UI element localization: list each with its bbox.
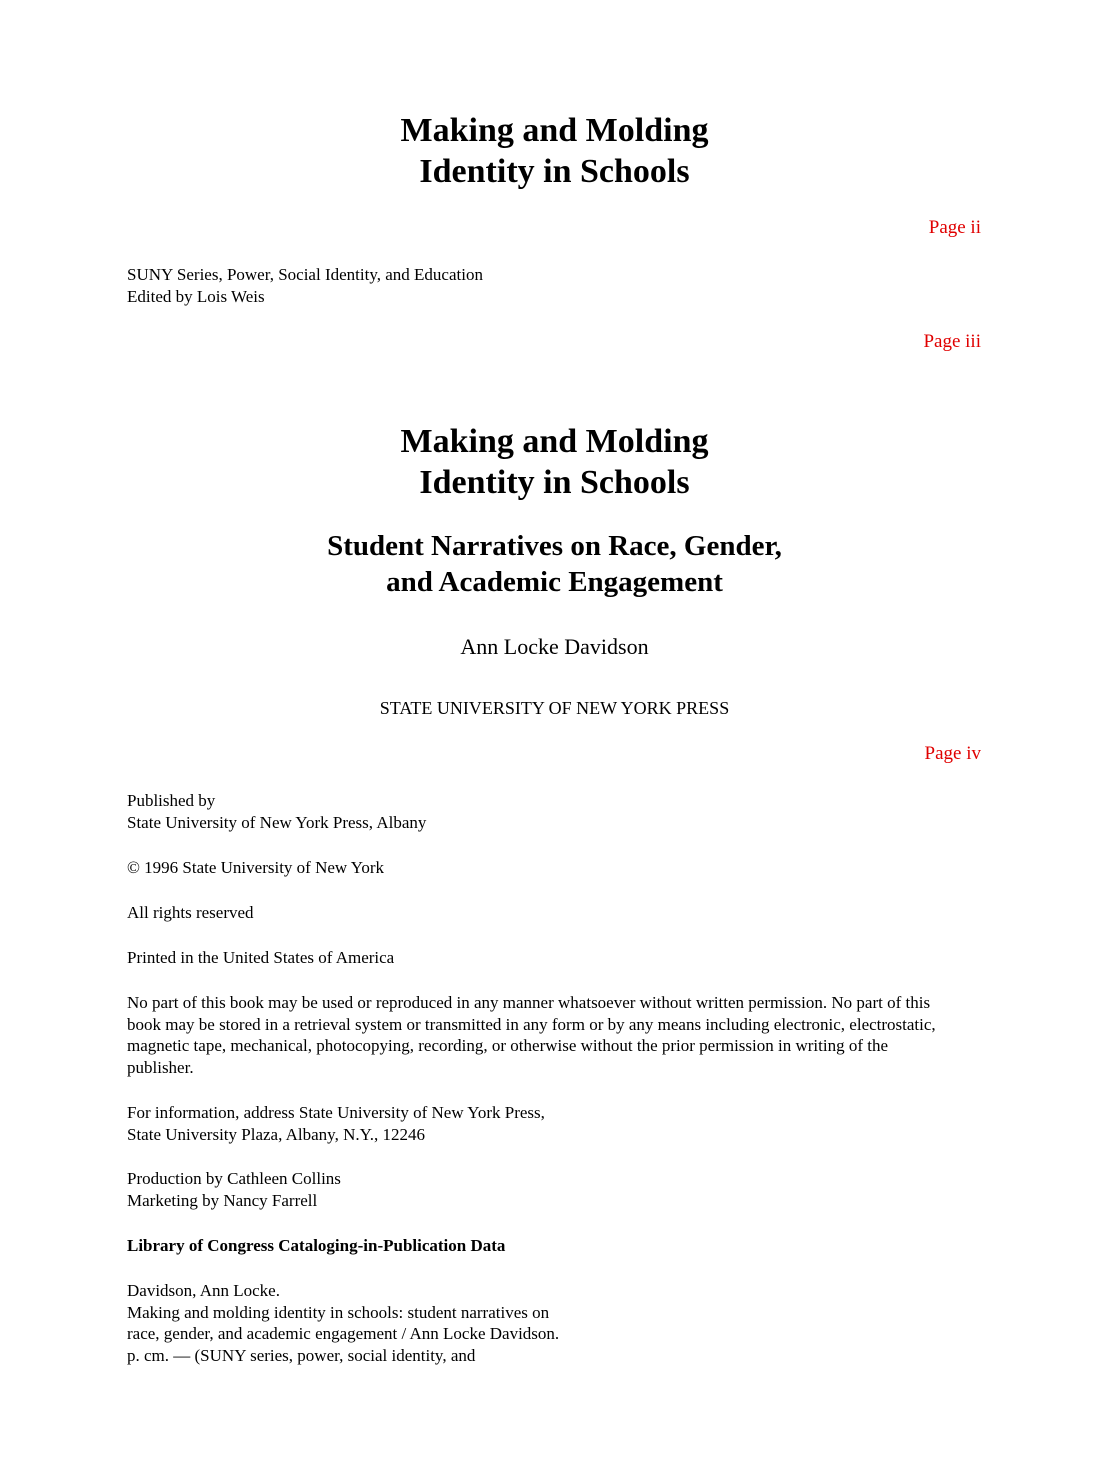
address-line-2: State University Plaza, Albany, N.Y., 12246 [127, 1124, 425, 1144]
published-by-block [127, 790, 983, 833]
author-name: Ann Locke Davidson [460, 634, 649, 659]
printed-notice: Printed in the United States of America [127, 948, 395, 967]
half-title [0, 110, 1109, 192]
address-block [127, 1102, 983, 1145]
cip-line: Davidson, Ann Locke. [127, 1281, 280, 1300]
published-by-label: Published by [127, 791, 216, 810]
series-name: SUNY Series, Power, Social Identity, and Education [127, 265, 483, 284]
cip-data [127, 1280, 983, 1366]
publisher-location: State University of New York Press, Albany [127, 812, 427, 832]
address-line-1: For information, address State University of New York Press, [127, 1103, 545, 1122]
subtitle [0, 528, 1109, 600]
series-info [127, 264, 983, 307]
title-line-1: Making and Molding [400, 423, 709, 460]
cip-line: p. cm. — (SUNY series, power, social identity, and [127, 1345, 476, 1365]
cip-line: Making and molding identity in schools: student narratives on [127, 1302, 550, 1322]
subtitle-line-1: Student Narratives on Race, Gender, [327, 530, 782, 562]
title-line-2: Identity in Schools [419, 464, 690, 501]
copyright-notice: © 1996 State University of New York [127, 858, 385, 877]
half-title-line-2: Identity in Schools [419, 153, 690, 190]
publisher-name: STATE UNIVERSITY OF NEW YORK PRESS [379, 698, 730, 718]
page-marker-ii: Page ii [928, 217, 981, 238]
permission-paragraph [127, 992, 997, 1078]
permission-line: publisher. [127, 1057, 194, 1077]
permission-line: No part of this book may be used or reproduced in any manner whatsoever without written permission. No part of this [127, 993, 931, 1012]
half-title-line-1: Making and Molding [400, 112, 709, 149]
marketing-credit: Marketing by Nancy Farrell [127, 1190, 318, 1210]
cip-line: race, gender, and academic engagement / Ann Locke Davidson. [127, 1324, 560, 1343]
page-marker-iii: Page iii [923, 331, 981, 352]
cip-heading: Library of Congress Cataloging-in-Publication Data [127, 1236, 506, 1255]
page-marker-iv: Page iv [924, 743, 981, 764]
permission-line: magnetic tape, mechanical, photocopying, recording, or otherwise without the prior permission in writing of the [127, 1036, 889, 1055]
permission-line: book may be stored in a retrieval system or transmitted in any form or by any means including electronic, electrostatic, [127, 1014, 936, 1034]
production-credit: Production by Cathleen Collins [127, 1169, 341, 1188]
subtitle-line-2: and Academic Engagement [386, 566, 723, 598]
credits-block [127, 1168, 983, 1211]
title [0, 421, 1109, 503]
rights-notice: All rights reserved [127, 903, 254, 922]
series-editor: Edited by Lois Weis [127, 286, 265, 306]
